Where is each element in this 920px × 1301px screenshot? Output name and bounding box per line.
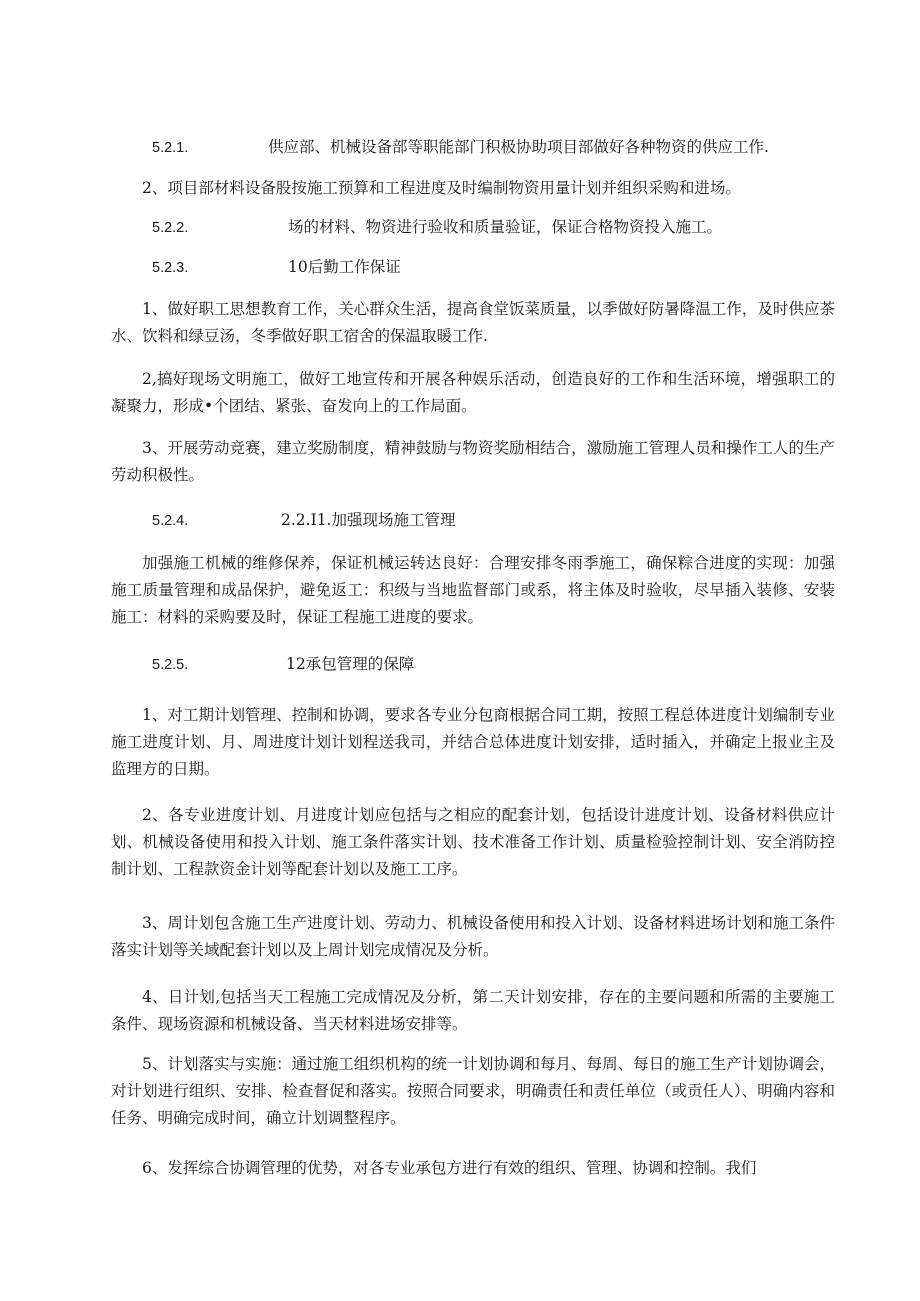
section-number: 5.2.1.	[152, 140, 189, 156]
section-heading-5-2-5	[152, 654, 415, 675]
paragraph: 3、开展劳动竞赛，建立奖励制度，精神鼓励与物资奖励相结合，激励施工管理人员和操作工人的生产劳动积极性。	[111, 439, 835, 484]
section-number: 5.2.2.	[152, 220, 189, 236]
section-number: 5.2.3.	[152, 260, 189, 276]
section-heading-5-2-1	[152, 137, 769, 158]
section-title: 12承包管理的保障	[286, 655, 415, 673]
section-title: 2.2.I1.加强现场施工管理	[281, 511, 456, 529]
paragraph: 1、对工期计划管理、控制和协调，要求各专业分包商根据合同工期，按照工程总体进度计划编制专业施工进度计划、月、周进度计划计划程送我司，并结合总体进度计划安排，适时插入，并确定上报业主及监理方的日期。	[111, 706, 835, 778]
section-heading-5-2-4	[152, 510, 456, 531]
section-title: 场的材料、物资进行验收和质量验证，保证合格物资投入施工。	[288, 218, 723, 236]
section-number: 5.2.5.	[152, 657, 189, 673]
section-number: 5.2.4.	[152, 513, 189, 529]
section-heading-5-2-3	[152, 257, 401, 278]
paragraph: 2,搞好现场文明施工，做好工地宣传和开展各种娱乐活动，创造良好的工作和生活环境，增强职工的凝聚力，形成•个团结、紧张、奋发向上的工作局面。	[111, 370, 835, 415]
paragraph: 加强施工机械的维修保养，保证机械运转达良好：合理安排冬雨季施工，确保粽合进度的实现：加强施工质量管理和成品保护，避免返工：积级与当地监督部门或系，将主体及时验收，尽早插入装修、安装施工：材料的采购要及时，保证工程施工进度的要求。	[111, 554, 835, 626]
paragraph: 6、发挥综合协调管理的优势，对各专业承包方进行有效的组织、管理、协调和控制。我们	[142, 1159, 757, 1177]
paragraph: 2、项目部材料设备股按施工预算和工程进度及时编制物资用量计划并组织采购和进场。	[142, 179, 741, 197]
paragraph: 2、各专业进度计划、月进度计划应包括与之相应的配套计划，包括设计进度计划、设备材料供应计划、机械设备使用和投入计划、施工条件落实计划、技术准备工作计划、质量检验控制计划、安全消防控制计划、工程款资金计划等配套计划以及施工工序。	[111, 806, 835, 878]
paragraph: 4、日计划,包括当天工程施工完成情况及分析，第二天计划安排，存在的主要问题和所需的主要施工条件、现场资源和机械设备、当天材料进场安排等。	[111, 988, 835, 1033]
paragraph: 1、做好职工思想教育工作，关心群众生活，提高食堂饭菜质量，以季做好防暑降温工作，及时供应茶水、饮料和绿豆汤，冬季做好职工宿舍的保温取暖工作.	[111, 300, 835, 345]
paragraph: 3、周计划包含施工生产进度计划、劳动力、机械设备使用和投入计划、设备材料进场计划和施工条件落实计划等关域配套计划以及上周计划完成情况及分析。	[111, 914, 835, 959]
section-heading-5-2-2	[152, 217, 723, 238]
section-title: 10后勤工作保证	[288, 258, 401, 276]
paragraph: 5、计划落实与实施：通过施工组织机构的统一计划协调和每月、每周、每日的施工生产计划协调会，对计划进行组织、安排、检查督促和落实。按照合同要求，明确责任和责任单位（或贡任人）、明确内容和任务、明确完成时间，确立计划调整程序。	[111, 1055, 835, 1127]
section-title: 供应部、机械设备部等职能部门积极协助项目部做好各种物资的供应工作.	[268, 138, 769, 156]
